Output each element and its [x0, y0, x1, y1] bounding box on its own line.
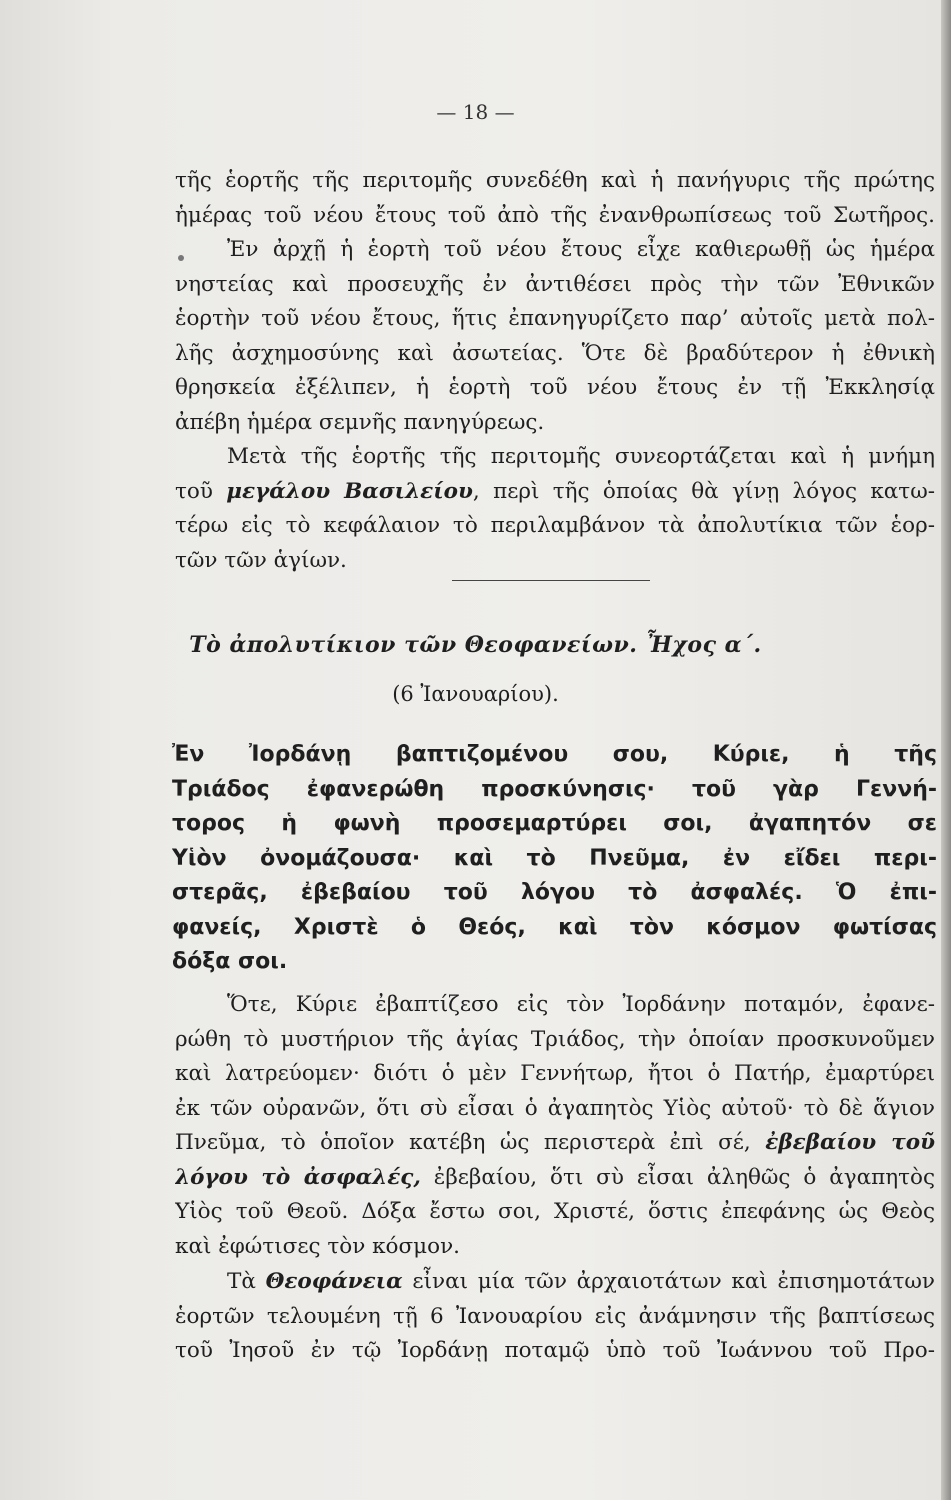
paragraph-new-year [175, 233, 935, 440]
text-line: λῆς ἀσχημοσύνης καὶ ἀσωτείας. Ὅτε δὲ βραδύτερον ἡ ἐθνικὴ [175, 340, 935, 366]
hymn-line: φανείς, Χριστὲ ὁ Θεός, καὶ τὸν κόσμον φωτίσας [172, 914, 937, 940]
text-line: τέρω εἰς τὸ κεφάλαιον τὸ περιλαμβάνον τὰ ἀπολυτίκια τῶν ἑορ- [175, 513, 935, 538]
text-line: καὶ ἐφώτισες τὸν κόσμον. [175, 1233, 460, 1259]
text-run: Πνεῦμα, τὸ ὁποῖον κατέβη ὡς περιστερὰ ἐπὶ σέ, [175, 1130, 766, 1155]
text-line: ρώθη τὸ μυστήριον τῆς ἁγίας Τριάδος, τὴν ὁποίαν προσκυνοῦμεν [175, 1026, 935, 1052]
text-line: Υἱὸς τοῦ Θεοῦ. Δόξα ἔστω σοι, Χριστέ, ὅστις ἐπεφάνης ὡς Θεὸς [175, 1199, 935, 1224]
emphasis-text: ἐβεβαίου τοῦ [765, 1130, 935, 1155]
text-line: Μετὰ τῆς ἑορτῆς τῆς περιτομῆς συνεορτάζεται καὶ ἡ μνήμη [227, 444, 935, 469]
text-line: καὶ λατρεύομεν· διότι ὁ μὲν Γεννήτωρ, ἤτοι ὁ Πατήρ, ἐμαρτύρει [175, 1061, 935, 1086]
text-line [175, 1265, 935, 1300]
text-line: τῆς ἑορτῆς τῆς περιτομῆς συνεδέθη καὶ ἡ πανήγυρις τῆς πρώτης [175, 168, 935, 193]
emphasis-text: λόγου τὸ ἀσφαλές, [175, 1164, 421, 1190]
text-line: ἀπέβη ἡμέρα σεμνῆς πανηγύρεως. [175, 409, 545, 435]
text-line: ἐκ τῶν οὐρανῶν, ὅτι σὺ εἶσαι ὁ ἀγαπητὸς Υἱὸς αὐτοῦ· τὸ δὲ ἅγιον [175, 1095, 935, 1121]
hymn-text [172, 738, 937, 980]
text-run: Τὰ [227, 1269, 266, 1294]
paragraph-theophany [175, 1265, 935, 1369]
text-run: τοῦ [175, 478, 227, 504]
text-run: , περὶ τῆς ὁποίας θὰ γίνῃ λόγος κατω- [472, 478, 935, 504]
section-divider [452, 580, 650, 581]
page-edge-shadow [941, 0, 951, 1500]
hymn-line: δόξα σοι. [172, 949, 288, 974]
text-line: ἑορτὴν τοῦ νέου ἔτους, ἥτις ἐπανηγυρίζετο παρ’ αὐτοῖς μετὰ πολ- [175, 306, 935, 331]
hymn-line: Υἱὸν ὀνομάζουσα· καὶ τὸ Πνεῦμα, ἐν εἴδει περι- [172, 845, 937, 871]
section-heading: Τὸ ἀπολυτίκιον τῶν Θεοφανείων. Ἦχος α΄. [189, 632, 762, 658]
paragraph-continuation [175, 164, 935, 233]
text-line: τοῦ Ἰησοῦ ἐν τῷ Ἰορδάνῃ ποταμῷ ὑπὸ τοῦ Ἰωάννου τοῦ Προ- [175, 1338, 935, 1363]
text-line: ἡμέρας τοῦ νέου ἔτους τοῦ ἀπὸ τῆς ἐνανθρωπίσεως τοῦ Σωτῆρος. [175, 202, 935, 228]
text-run: ἐβεβαίου, ὅτι σὺ εἶσαι ἀληθῶς ὁ ἀγαπητὸς [420, 1164, 935, 1190]
hymn-line: τορος ἡ φωνὴ προσεμαρτύρει σοι, ἀγαπητόν σε [172, 811, 937, 836]
text-line [175, 1161, 935, 1196]
text-line: νηστείας καὶ προσευχῆς ἐν ἀντιθέσει πρὸς τὴν τῶν Ἐθνικῶν [175, 271, 935, 297]
paragraph-explanation [175, 988, 935, 1264]
page-number: — 18 — [436, 100, 515, 124]
section-subheading: (6 Ἰανουαρίου). [392, 682, 559, 706]
emphasis-text: μεγάλου Βασιλείου [226, 478, 473, 504]
text-line: Ὅτε, Κύριε ἐβαπτίζεσο εἰς τὸν Ἰορδάνην ποταμόν, ἐφανε- [227, 992, 935, 1017]
hymn-line: Τριάδος ἐφανερώθη προσκύνησις· τοῦ γὰρ Γεννή- [172, 776, 937, 802]
text-line [175, 1126, 935, 1161]
hymn-line: Ἐν Ἰορδάνῃ βαπτιζομένου σου, Κύριε, ἡ τῆς [172, 742, 937, 767]
paragraph-basil [175, 440, 935, 578]
emphasis-text: Θεοφάνεια [265, 1269, 403, 1294]
hymn-line: στερᾶς, ἐβεβαίου τοῦ λόγου τὸ ἀσφαλές. Ὁ ἐπι- [172, 880, 937, 905]
text-line: Ἐν ἀρχῇ ἡ ἑορτὴ τοῦ νέου ἔτους εἶχε καθιερωθῇ ὡς ἡμέρα [227, 237, 935, 262]
text-line: τῶν τῶν ἁγίων. [175, 547, 347, 573]
text-line: ἑορτῶν τελουμένη τῇ 6 Ἰανουαρίου εἰς ἀνάμνησιν τῆς βαπτίσεως [175, 1303, 935, 1329]
text-line: θρησκεία ἐξέλιπεν, ἡ ἑορτὴ τοῦ νέου ἔτους ἐν τῇ Ἐκκλησίᾳ [175, 375, 935, 400]
text-line [175, 475, 935, 510]
text-run: εἶναι μία τῶν ἀρχαιοτάτων καὶ ἐπισημοτάτων [402, 1269, 935, 1294]
